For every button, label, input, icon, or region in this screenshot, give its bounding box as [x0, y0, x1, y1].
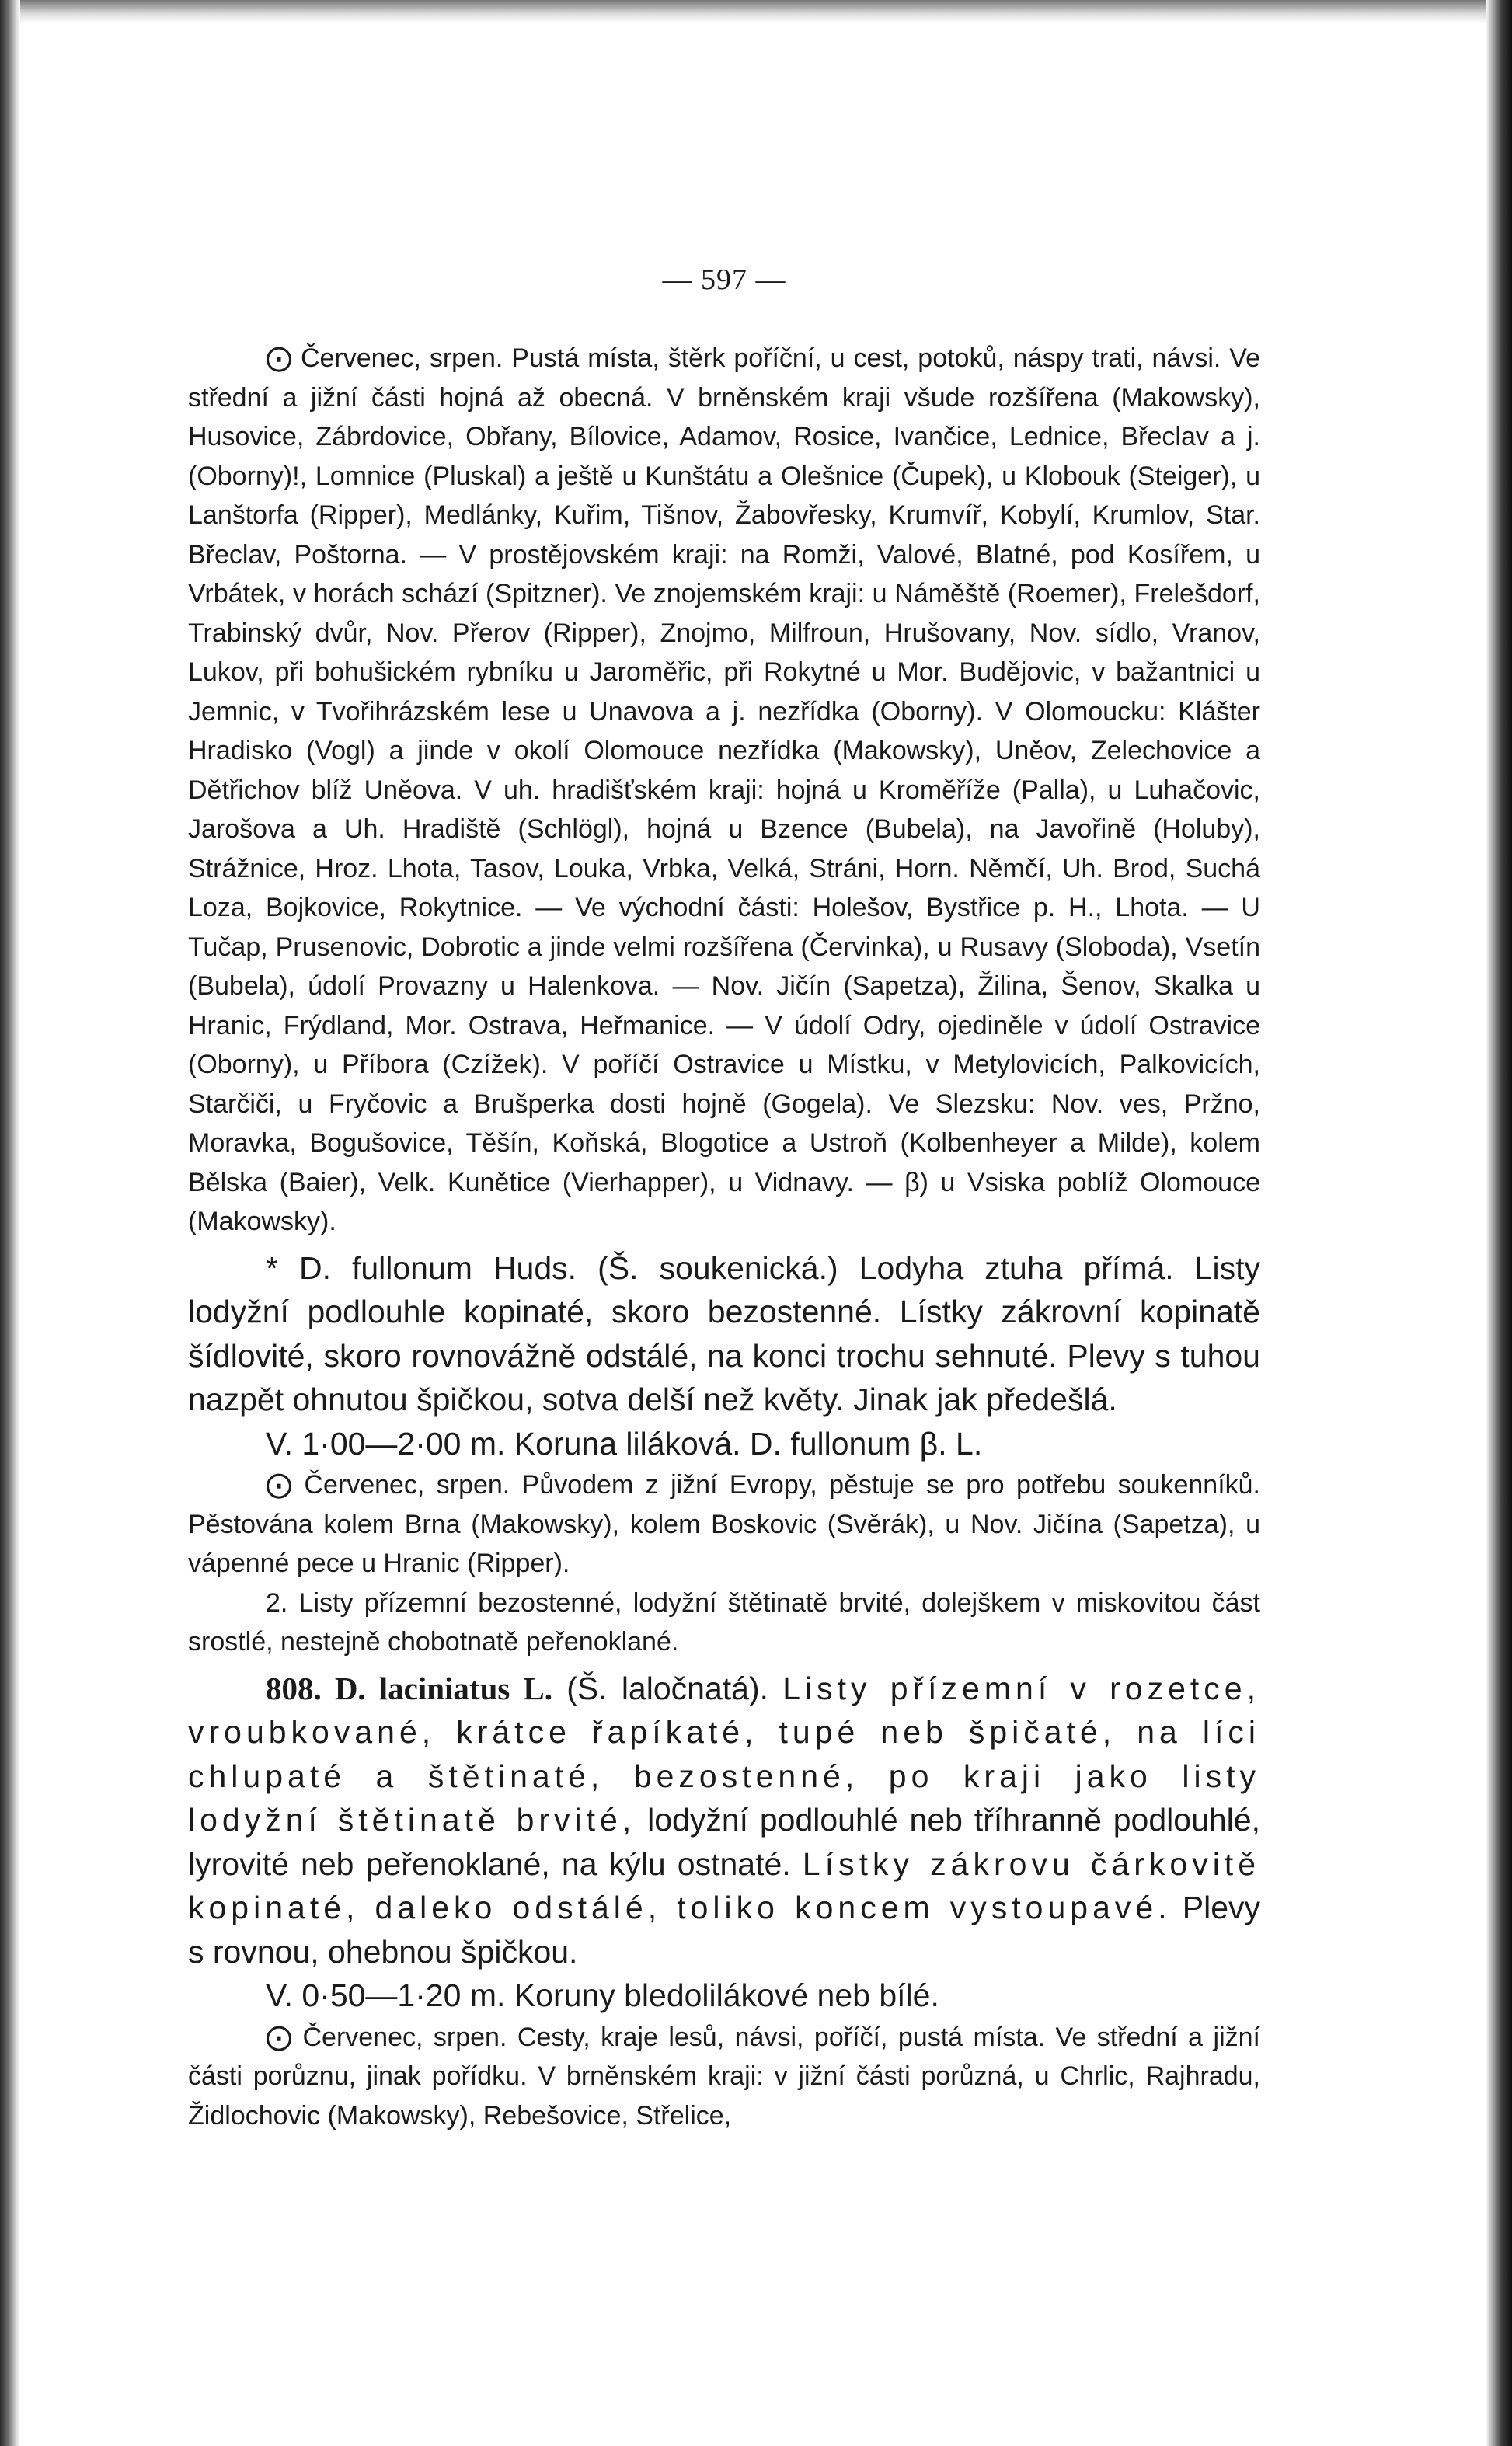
paragraph-key-2: 2. Listy přízemní bezostenné, lodyžní štětinatě brvité, dolejškem v miskovitou část srostlé, nestejně chobotnatě peřenoklané.	[188, 1587, 1260, 1657]
scan-edge-top	[0, 0, 1512, 23]
scan-edge-right	[1486, 0, 1512, 2446]
paragraph-text: (Š. laločnatá).	[566, 1670, 768, 1706]
paragraph-distribution-2	[188, 1465, 1260, 1584]
paragraph-text: Červenec, srpen. Původem z jižní Evropy, pěstuje se pro potřebu soukenníků. Pěstována kolem Brna (Makowsky), kolem Boskovic (Svěrák), u Nov. Jičína (Sapetza), u vápenné pece u Hranic (Ripper).	[188, 1470, 1261, 1578]
paragraph-text: (Š. soukenická.) Lodyha ztuha přímá. Listy lodyžní podlouhle kopinaté, skoro bezostenné. Lístky zákrovní kopinatě šídlovité, skoro rovnovážně odstálé, na konci trochu sehnuté. Plevy s tuhou nazpět ohnutou špičkou, sotva delší než květy. Jinak jak předešlá.	[188, 1249, 1260, 1417]
species-heading: 808. D. laciniatus L.	[266, 1670, 552, 1706]
sun-symbol-icon: ⨀	[266, 343, 292, 373]
sun-symbol-icon: ⨀	[266, 2022, 292, 2052]
paragraph-distribution-1	[188, 339, 1260, 1242]
paragraph-text: Červenec, srpen. Cesty, kraje lesů, návsi, poříčí, pustá místa. Ve střední a jižní části porůznu, jinak pořídku. V brněnském kraji: v jižní části porůzná, u Chrlic, Rajhradu, Židlochovic (Makowsky), Rebešovice, Střelice,	[188, 2022, 1260, 2131]
paragraph-size-laciniatus: V. 0·50—1·20 m. Koruny bledolilákové neb bílé.	[266, 1977, 939, 2013]
paragraph-fullonum	[188, 1246, 1260, 1422]
scan-edge-left	[0, 0, 20, 2446]
page-number: — 597 —	[662, 263, 786, 296]
paragraph-text-spaced: Lístky zákrovu čárkovitě kopinaté, daleko odstálé, toliko koncem vystoupavé.	[188, 1845, 1260, 1925]
species-heading: * D. fullonum Huds.	[266, 1249, 577, 1286]
sun-symbol-icon: ⨀	[266, 1470, 292, 1500]
page-content	[188, 263, 1260, 2135]
paragraph-size-fullonum: V. 1·00—2·00 m. Koruna liláková. D. fullonum β. L.	[266, 1425, 983, 1462]
paragraph-laciniatus	[188, 1667, 1260, 1974]
paragraph-distribution-3	[188, 2018, 1260, 2136]
paragraph-text: lodyžní podlouhlé neb tříhranně podlouhlé, lyrovité neb peřenoklané, na kýlu ostnaté.	[188, 1802, 1260, 1882]
paragraph-text-spaced: Listy přízemní v rozetce, vroubkované, krátce řapíkaté, tupé neb špičaté, na líci chlupaté a štětinaté, bezostenné, po kraji jako listy lodyžní štětinatě brvité,	[188, 1670, 1260, 1838]
paragraph-text: Plevy s rovnou, ohebnou špičkou.	[188, 1890, 1260, 1970]
paragraph-text: Červenec, srpen. Pustá místa, štěrk poříční, u cest, potoků, náspy trati, návsi. Ve střední a jižní části hojná až obecná. V brněnském kraji všude rozšířena (Makowsky), Husovice, Zábrdovice, Obřany, Bílovice, Adamov, Rosice, Ivančice, Lednice, Břeclav a j. (Oborny)!, Lomnice (Pluskal) a ještě u Kunštátu a Olešnice (Čupek), u Klobouk (Steiger), u Lanštorfa (Ripper), Medlánky, Kuřim, Tišnov, Žabovřesky, Krumvíř, Kobylí, Krumlov, Star. Břeclav, Poštorna. — V prostějovském kraji: na Romži, Valové, Blatné, pod Kosířem, u Vrbátek, v horách schází (Spitzner). Ve znojemském kraji: u Náměště (Roemer), Frelešdorf, Trabinský dvůr, Nov. Přerov (Ripper), Znojmo, Milfroun, Hrušovany, Nov. sídlo, Vranov, Lukov, při bohušickém rybníku u Jaroměřic, při Rokytné u Mor. Budějovic, v bažantnici u Jemnic, v Tvořihrázském lese u Unavova a j. nezřídka (Oborny). V Olomoucku: Klášter Hradisko (Vogl) a jinde v okolí Olomouce nezřídka (Makowsky), Uněov, Zelechovice a Dětřichov blíž Uněova. V uh. hradišťském kraji: hojná u Kroměříže (Palla), u Luhačovic, Jarošova a Uh. Hradiště (Schlögl), hojná u Bzence (Bubela), na Javořině (Holuby), Strážnice, Hroz. Lhota, Tasov, Louka, Vrbka, Velká, Stráni, Horn. Němčí, Uh. Brod, Suchá Loza, Bojkovice, Rokytnice. — Ve východní části: Holešov, Bystřice p. H., Lhota. — U Tučap, Prusenovic, Dobrotic a jinde velmi rozšířena (Červinka), u Rusavy (Sloboda), Vsetín (Bubela), údolí Provazny u Halenkova. — Nov. Jičín (Sapetza), Žilina, Šenov, Skalka u Hranic, Frýdland, Mor. Ostrava, Heřmanice. — V údolí Odry, ojediněle v údolí Ostravice (Oborny), u Příbora (Czížek). V poříčí Ostravice u Místku, v Metylovicích, Palkovicích, Starčiči, u Fryčovic a Brušperka dosti hojně (Gogela). Ve Slezsku: Nov. ves, Pržno, Moravka, Bogušovice, Těšín, Koňská, Blogotice a Ustroň (Kolbenheyer a Milde), kolem Bělska (Baier), Velk. Kunětice (Vierhapper), u Vidnavy. — β) u Vsiska poblíž Olomouce (Makowsky).	[188, 343, 1260, 1236]
